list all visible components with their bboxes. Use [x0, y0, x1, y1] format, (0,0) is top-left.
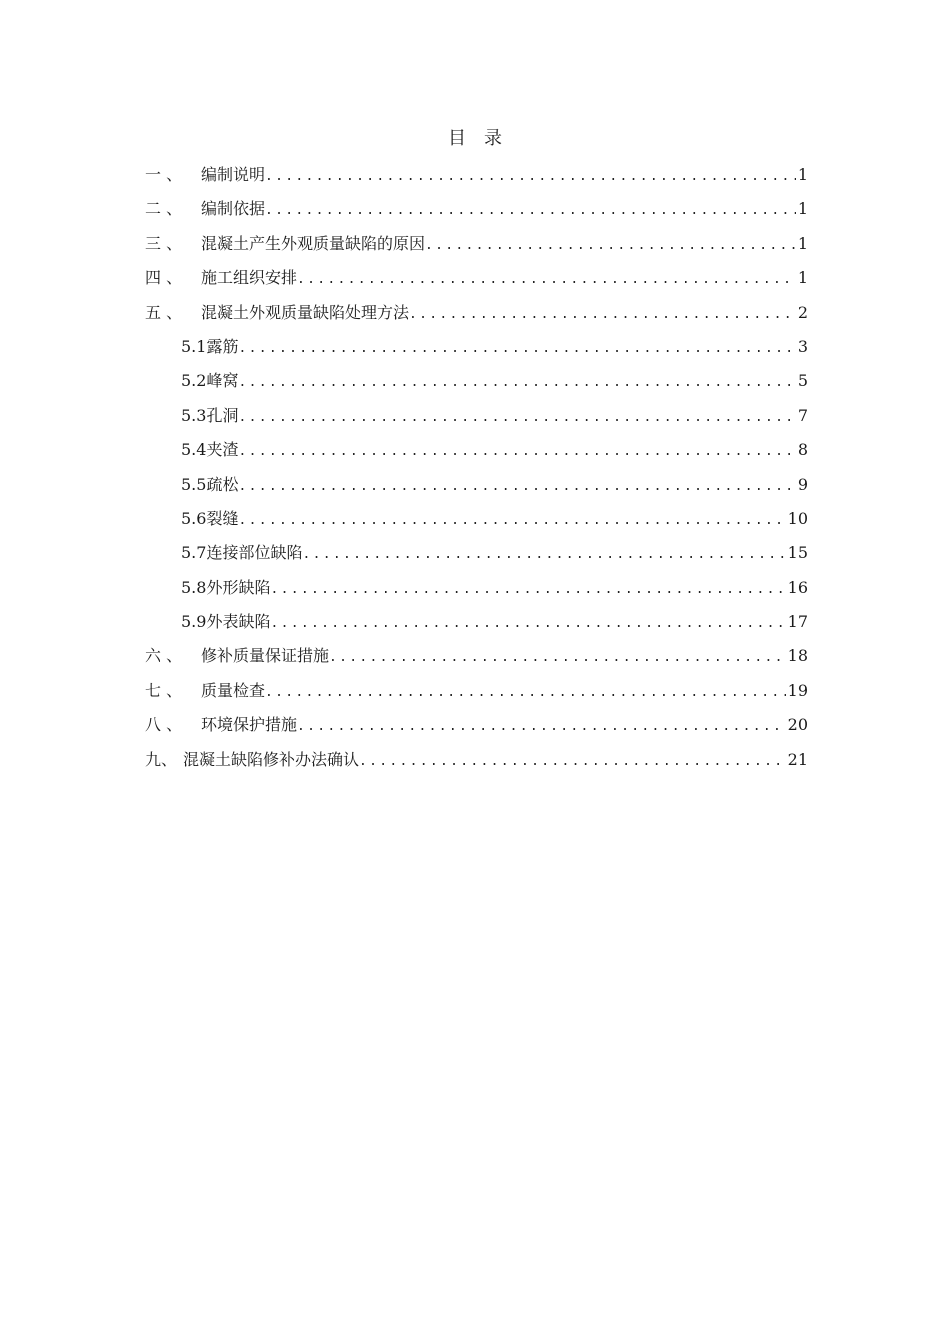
toc-entry[interactable]: [145, 192, 808, 226]
toc-entry-page: 21: [787, 749, 808, 769]
toc-entry[interactable]: [145, 261, 808, 295]
toc-entry-text: 混凝土缺陷修补办法确认: [183, 749, 360, 769]
toc-leader-dots: [238, 401, 795, 435]
toc-leader-dots: [270, 573, 785, 607]
toc-entry-text: 编制依据: [201, 199, 266, 219]
toc-subentry[interactable]: [145, 605, 808, 639]
toc-leader-dots: [265, 194, 796, 228]
toc-entry-number: 5.3: [181, 405, 207, 425]
toc-entry-number: 5.8: [181, 577, 207, 597]
toc-leader-dots: [265, 676, 786, 710]
toc-entry-text: 编制说明: [201, 165, 266, 184]
toc-entry-page: 20: [787, 715, 808, 735]
toc-entry-label: [181, 399, 238, 433]
toc-entry-label: [145, 227, 425, 261]
toc-leader-dots: [359, 745, 786, 779]
toc-entry-label: [145, 708, 297, 742]
toc-entry-text: 裂缝: [206, 508, 239, 528]
toc-leader-dots: [238, 504, 785, 538]
toc-entry-label: [181, 433, 238, 467]
toc-entry-label: [181, 571, 270, 605]
toc-leader-dots: [238, 435, 795, 469]
toc-entry-text: 峰窝: [206, 371, 239, 391]
toc-subentry[interactable]: [145, 399, 808, 433]
toc-subentry[interactable]: [145, 433, 808, 467]
toc-entry-page: 1: [797, 268, 808, 288]
toc-leader-dots: [425, 229, 796, 263]
toc-entry-label: [181, 502, 238, 536]
toc-entry-number: 七 、: [145, 680, 183, 700]
toc-entry-page: 7: [797, 405, 808, 425]
toc-entry-page: 15: [787, 543, 808, 563]
toc-entry-text: 施工组织安排: [201, 268, 298, 288]
toc-entry-number: 八 、: [145, 715, 183, 735]
toc-entry-label: [145, 192, 265, 226]
toc-entry[interactable]: [145, 708, 808, 742]
toc-entry[interactable]: [145, 296, 808, 330]
toc-leader-dots: [238, 366, 795, 400]
toc-entry-number: 5.7: [181, 543, 207, 563]
toc-entry[interactable]: [145, 743, 808, 777]
toc-subentry[interactable]: [145, 502, 808, 536]
toc-entry-label: [145, 158, 265, 192]
toc-entry-text: 混凝土外观质量缺陷处理方法: [201, 302, 410, 322]
toc-entry-number: 5.6: [181, 508, 207, 528]
table-of-contents: [145, 158, 808, 777]
toc-entry-text: 环境保护措施: [201, 715, 298, 735]
toc-entry-number: 5.4: [181, 440, 207, 460]
toc-subentry[interactable]: [145, 571, 808, 605]
toc-entry-label: [145, 743, 359, 777]
toc-entry-text: 混凝土产生外观质量缺陷的原因: [201, 233, 426, 253]
toc-entry-number: 五 、: [145, 302, 183, 322]
toc-leader-dots: [238, 332, 795, 366]
toc-leader-dots: [270, 607, 785, 641]
toc-entry-label: [145, 639, 329, 673]
toc-entry-page: 5: [797, 371, 808, 391]
toc-entry-text: 质量检查: [201, 680, 266, 700]
toc-entry-page: 1: [797, 165, 808, 184]
toc-entry-page: 1: [797, 233, 808, 253]
toc-entry-page: 17: [787, 612, 808, 632]
toc-entry-page: 8: [797, 440, 808, 460]
toc-entry-page: 19: [787, 680, 808, 700]
toc-entry-number: 5.2: [181, 371, 207, 391]
toc-entry-page: 1: [797, 199, 808, 219]
toc-entry-text: 疏松: [206, 474, 239, 494]
toc-entry-number: 5.1: [181, 336, 207, 356]
toc-subentry[interactable]: [145, 468, 808, 502]
toc-entry[interactable]: [145, 639, 808, 673]
toc-leader-dots: [265, 160, 796, 194]
toc-entry-label: [181, 330, 238, 364]
toc-entry-label: [181, 364, 238, 398]
toc-entry-page: 9: [797, 474, 808, 494]
toc-entry-label: [181, 605, 270, 639]
toc-entry-number: 四 、: [145, 268, 183, 288]
toc-entry-number: 5.5: [181, 474, 207, 494]
toc-entry-label: [145, 261, 297, 295]
toc-leader-dots: [297, 710, 786, 744]
toc-entry-page: 3: [797, 336, 808, 356]
toc-entry[interactable]: [145, 158, 808, 192]
toc-entry-page: 10: [787, 508, 808, 528]
toc-entry-label: [181, 536, 302, 570]
toc-entry-text: 连接部位缺陷: [206, 543, 303, 563]
toc-leader-dots: [238, 470, 795, 504]
toc-entry-label: [181, 468, 238, 502]
toc-subentry[interactable]: [145, 536, 808, 570]
toc-entry[interactable]: [145, 674, 808, 708]
toc-leader-dots: [329, 641, 786, 675]
toc-entry-number: 一 、: [145, 165, 183, 184]
toc-subentry[interactable]: [145, 364, 808, 398]
toc-entry-text: 孔洞: [206, 405, 239, 425]
toc-entry[interactable]: [145, 227, 808, 261]
toc-entry-number: 三 、: [145, 233, 183, 253]
toc-title: 目 录: [448, 128, 502, 149]
toc-entry-number: 六 、: [145, 646, 183, 666]
toc-leader-dots: [409, 298, 796, 332]
toc-entry-text: 修补质量保证措施: [201, 646, 330, 666]
toc-entry-text: 外表缺陷: [206, 612, 271, 632]
toc-entry-text: 外形缺陷: [206, 577, 271, 597]
toc-entry-label: [145, 674, 265, 708]
toc-entry-label: [145, 296, 409, 330]
toc-entry-text: 露筋: [206, 336, 239, 356]
toc-entry-page: 16: [787, 577, 808, 597]
toc-subentry[interactable]: [145, 330, 808, 364]
toc-entry-number: 二 、: [145, 199, 183, 219]
toc-entry-page: 18: [787, 646, 808, 666]
toc-entry-number: 九、: [145, 749, 178, 769]
toc-entry-text: 夹渣: [206, 440, 239, 460]
toc-entry-number: 5.9: [181, 612, 207, 632]
toc-leader-dots: [302, 538, 785, 572]
toc-leader-dots: [297, 263, 796, 297]
toc-entry-page: 2: [797, 302, 808, 322]
